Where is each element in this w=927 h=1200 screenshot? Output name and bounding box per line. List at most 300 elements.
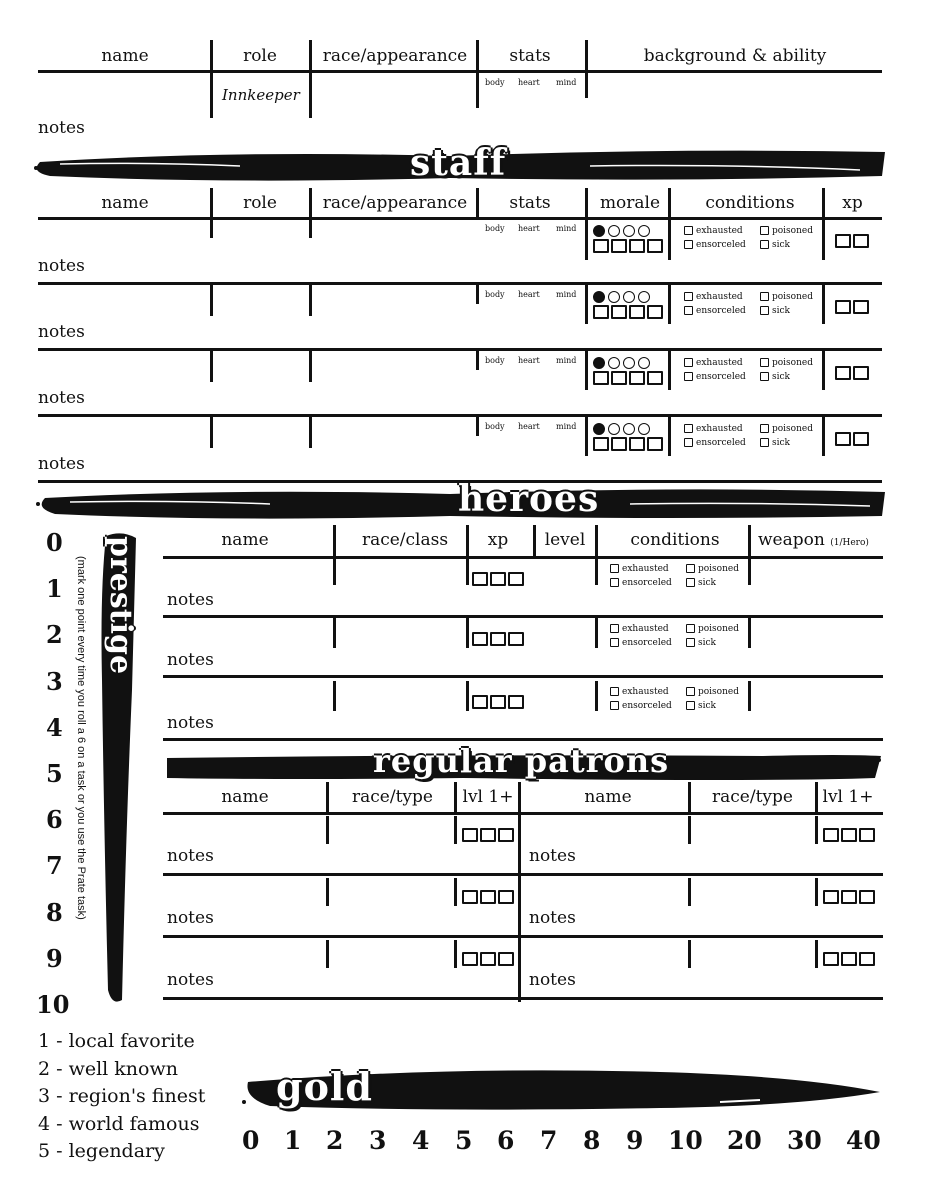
condition-ensorceled[interactable]: [684, 304, 760, 318]
condition-ensorceled[interactable]: [684, 370, 760, 384]
checkbox[interactable]: [611, 437, 627, 451]
checkbox[interactable]: [859, 952, 875, 966]
column-divider: [668, 416, 671, 456]
stat-body: body: [485, 290, 505, 299]
column-divider: [454, 940, 457, 968]
checkbox[interactable]: [480, 890, 496, 904]
condition-label: poisoned: [698, 624, 739, 634]
condition-label: exhausted: [696, 424, 743, 434]
patron-notes-label-left: notes: [167, 970, 214, 990]
checkbox[interactable]: [684, 226, 693, 235]
checkbox[interactable]: [610, 624, 619, 633]
gold-value[interactable]: 0: [242, 1126, 260, 1155]
checkbox[interactable]: [853, 366, 869, 380]
heroes-header-conditions: conditions: [630, 530, 720, 550]
heroes-title: heroes: [458, 478, 600, 520]
morale-track[interactable]: [593, 354, 668, 385]
heroes-header-level: level: [544, 530, 586, 550]
condition-sick[interactable]: [686, 636, 746, 650]
owner-header-background: background & ability: [643, 46, 827, 66]
checkbox[interactable]: [498, 828, 514, 842]
row-divider: [163, 675, 883, 678]
condition-ensorceled[interactable]: [610, 636, 686, 650]
checkbox[interactable]: [472, 632, 488, 646]
condition-label: ensorceled: [696, 372, 746, 382]
condition-label: sick: [698, 638, 716, 648]
condition-sick[interactable]: [760, 370, 820, 384]
checkbox[interactable]: [684, 424, 693, 433]
condition-label: sick: [772, 372, 790, 382]
checkbox[interactable]: [760, 438, 769, 447]
stat-body: body: [485, 422, 505, 431]
checkbox[interactable]: [760, 306, 769, 315]
checkbox[interactable]: [686, 624, 695, 633]
condition-exhausted[interactable]: [684, 356, 760, 370]
conditions-row: [684, 290, 820, 304]
conditions-row: [610, 576, 746, 590]
gold-value[interactable]: 40: [846, 1126, 881, 1155]
column-divider: [668, 350, 671, 390]
checkbox[interactable]: [684, 438, 693, 447]
morale-boxes: [593, 433, 665, 452]
checkbox[interactable]: [853, 234, 869, 248]
checkbox[interactable]: [823, 828, 839, 842]
condition-label: sick: [698, 578, 716, 588]
patron-lvl-boxes-left: [462, 824, 516, 843]
row-divider: [38, 348, 882, 351]
checkbox[interactable]: [462, 952, 478, 966]
prestige-point[interactable]: 8: [46, 897, 63, 927]
conditions-checklist: [684, 290, 820, 318]
checkbox[interactable]: [841, 952, 857, 966]
heroes-header-xp: xp: [487, 530, 509, 550]
lvl-checkbox-group: [462, 824, 516, 843]
checkbox[interactable]: [760, 372, 769, 381]
checkbox[interactable]: [593, 437, 609, 451]
condition-exhausted[interactable]: [684, 224, 760, 238]
checkbox[interactable]: [835, 234, 851, 248]
checkbox[interactable]: [647, 305, 663, 319]
column-divider: [585, 350, 588, 390]
checkbox[interactable]: [611, 305, 627, 319]
checkbox[interactable]: [760, 292, 769, 301]
morale-boxes: [593, 301, 665, 320]
checkbox[interactable]: [490, 632, 506, 646]
morale-boxes: [593, 367, 665, 386]
stat-mind: mind: [556, 356, 577, 365]
checkbox[interactable]: [859, 828, 875, 842]
condition-poisoned[interactable]: [686, 622, 746, 636]
patrons-banner: [163, 742, 885, 788]
condition-label: ensorceled: [622, 701, 672, 711]
checkbox[interactable]: [610, 564, 619, 573]
checkbox[interactable]: [593, 305, 609, 319]
conditions-row: [684, 436, 820, 450]
row-divider: [163, 615, 883, 618]
condition-ensorceled[interactable]: [684, 238, 760, 252]
checkbox[interactable]: [684, 292, 693, 301]
conditions-checklist: [610, 562, 746, 590]
checkbox[interactable]: [611, 239, 627, 253]
stat-mind: mind: [556, 422, 577, 431]
column-divider: [815, 816, 818, 844]
condition-poisoned[interactable]: [760, 356, 820, 370]
xp-boxes: [835, 296, 871, 315]
condition-sick[interactable]: [760, 304, 820, 318]
owner-header-race: race/appearance: [322, 46, 468, 66]
xp-boxes: [835, 428, 871, 447]
checkbox[interactable]: [472, 695, 488, 709]
prestige-point[interactable]: 5: [46, 759, 63, 788]
column-divider: [476, 284, 479, 304]
staff-header-stats: stats: [509, 193, 551, 213]
stat-mind: mind: [556, 224, 577, 233]
conditions-row: [610, 622, 746, 636]
column-divider: [476, 416, 479, 436]
heroes-weapon-label: weapon: [758, 530, 825, 550]
condition-sick[interactable]: [760, 238, 820, 252]
checkbox[interactable]: [835, 432, 851, 446]
checkbox[interactable]: [462, 890, 478, 904]
column-divider: [326, 816, 329, 844]
condition-label: poisoned: [772, 424, 813, 434]
xp-checkbox-group: [835, 362, 871, 381]
gold-title: gold: [276, 1064, 373, 1109]
prestige-level: 3 - region's finest: [38, 1085, 206, 1107]
lvl-checkbox-group: [462, 948, 516, 967]
gold-value[interactable]: 30: [787, 1126, 822, 1155]
staff-header-morale: morale: [599, 193, 661, 213]
prestige-point[interactable]: 0: [46, 528, 63, 557]
condition-poisoned[interactable]: [686, 685, 746, 699]
patrons-title: regular patrons: [373, 742, 670, 780]
checkbox[interactable]: [686, 578, 695, 587]
prestige-level: 1 - local favorite: [38, 1030, 195, 1052]
row-divider: [38, 414, 882, 417]
stat-body: body: [485, 356, 505, 365]
column-divider: [595, 618, 598, 648]
condition-label: ensorceled: [696, 240, 746, 250]
condition-label: poisoned: [698, 687, 739, 697]
row-divider: [163, 997, 883, 1000]
condition-sick[interactable]: [686, 699, 746, 713]
lvl-checkbox-group: [462, 886, 516, 905]
checkbox[interactable]: [684, 306, 693, 315]
xp-boxes: [835, 362, 871, 381]
patron-lvl-boxes-right: [823, 886, 877, 905]
stat-heart: heart: [518, 356, 540, 365]
checkbox[interactable]: [835, 366, 851, 380]
conditions-checklist: [610, 685, 746, 713]
checkbox[interactable]: [760, 240, 769, 249]
checkbox[interactable]: [508, 695, 524, 709]
xp-checkbox-group: [472, 691, 526, 710]
checkbox[interactable]: [835, 300, 851, 314]
prestige-point[interactable]: 9: [46, 943, 63, 973]
gold-value[interactable]: 8: [583, 1126, 601, 1155]
staff-notes-label: notes: [38, 322, 85, 342]
column-divider: [210, 350, 213, 382]
checkbox[interactable]: [508, 572, 524, 586]
prestige-point[interactable]: 10: [36, 990, 70, 1019]
row-divider: [163, 873, 883, 876]
conditions-checklist: [684, 422, 820, 450]
column-divider: [309, 416, 312, 448]
conditions-checklist: [684, 356, 820, 384]
checkbox[interactable]: [593, 239, 609, 253]
checkbox[interactable]: [472, 572, 488, 586]
xp-checkbox-group: [472, 628, 526, 647]
checkbox[interactable]: [853, 300, 869, 314]
column-divider: [585, 284, 588, 324]
checkbox[interactable]: [629, 371, 645, 385]
checkbox[interactable]: [629, 239, 645, 253]
condition-label: poisoned: [698, 564, 739, 574]
morale-boxes: [593, 235, 665, 254]
lvl-checkbox-group: [823, 824, 877, 843]
prestige-point[interactable]: 1: [46, 574, 63, 604]
checkbox[interactable]: [480, 952, 496, 966]
staff-notes-label: notes: [38, 256, 85, 276]
checkbox[interactable]: [841, 890, 857, 904]
column-divider: [466, 618, 469, 648]
patrons-header-lvl-left: lvl 1+: [462, 787, 514, 807]
column-divider: [454, 816, 457, 844]
owner-stat-mind: mind: [556, 78, 577, 87]
patron-lvl-boxes-right: [823, 948, 877, 967]
checkbox[interactable]: [480, 828, 496, 842]
condition-label: exhausted: [696, 292, 743, 302]
column-divider: [326, 878, 329, 906]
staff-title: staff: [410, 142, 507, 184]
condition-exhausted[interactable]: [610, 685, 686, 699]
condition-poisoned[interactable]: [760, 290, 820, 304]
column-divider: [748, 618, 751, 648]
column-divider: [326, 940, 329, 968]
stat-body: body: [485, 224, 505, 233]
condition-ensorceled[interactable]: [610, 576, 686, 590]
xp-boxes: [835, 230, 871, 249]
column-divider: [210, 284, 213, 316]
patron-lvl-boxes-right: [823, 824, 877, 843]
column-divider: [668, 284, 671, 324]
owner-notes-label: notes: [38, 118, 85, 138]
gold-value[interactable]: 1: [284, 1126, 302, 1155]
heroes-weapon-note: (1/Hero): [830, 538, 869, 548]
checkbox[interactable]: [647, 239, 663, 253]
stat-heart: heart: [518, 224, 540, 233]
condition-label: exhausted: [622, 564, 669, 574]
conditions-checklist: [610, 622, 746, 650]
condition-poisoned[interactable]: [760, 224, 820, 238]
staff-header-race: race/appearance: [322, 193, 468, 213]
checkbox[interactable]: [686, 638, 695, 647]
hero-notes-label: notes: [167, 590, 214, 610]
checkbox[interactable]: [610, 687, 619, 696]
stat-mind: mind: [556, 290, 577, 299]
checkbox[interactable]: [498, 890, 514, 904]
xp-checkbox-group: [835, 428, 871, 447]
checkbox[interactable]: [823, 952, 839, 966]
owner-role-value[interactable]: Innkeeper: [222, 86, 300, 104]
checkbox[interactable]: [859, 890, 875, 904]
xp-checkbox-group: [472, 568, 526, 587]
checkbox[interactable]: [684, 372, 693, 381]
patrons-header-name-right: name: [584, 787, 632, 807]
xp-checkbox-group: [835, 296, 871, 315]
checkbox[interactable]: [610, 701, 619, 710]
staff-header-name: name: [101, 193, 149, 213]
prestige-point[interactable]: 2: [46, 620, 63, 650]
checkbox[interactable]: [684, 240, 693, 249]
checkbox[interactable]: [498, 952, 514, 966]
checkbox[interactable]: [760, 226, 769, 235]
checkbox[interactable]: [760, 358, 769, 367]
column-divider: [333, 618, 336, 648]
gold-banner: [240, 1062, 890, 1122]
condition-ensorceled[interactable]: [684, 436, 760, 450]
column-divider: [815, 878, 818, 906]
checkbox[interactable]: [610, 638, 619, 647]
heroes-header-weapon: [758, 530, 888, 550]
patron-notes-label-right: notes: [529, 970, 576, 990]
prestige-point[interactable]: 4: [46, 712, 63, 742]
checkbox[interactable]: [760, 424, 769, 433]
condition-exhausted[interactable]: [610, 562, 686, 576]
patrons-header-race-right: race/type: [712, 787, 793, 807]
condition-label: sick: [772, 240, 790, 250]
condition-label: sick: [772, 306, 790, 316]
checkbox[interactable]: [686, 687, 695, 696]
lvl-checkbox-group: [823, 886, 877, 905]
conditions-row: [684, 304, 820, 318]
checkbox[interactable]: [508, 632, 524, 646]
gold-value[interactable]: 3: [369, 1126, 387, 1155]
condition-label: poisoned: [772, 226, 813, 236]
row-divider: [163, 738, 883, 741]
condition-exhausted[interactable]: [610, 622, 686, 636]
hero-xp-boxes: [472, 628, 526, 647]
checkbox[interactable]: [490, 695, 506, 709]
morale-track[interactable]: [593, 288, 668, 319]
condition-ensorceled[interactable]: [610, 699, 686, 713]
conditions-row: [684, 224, 820, 238]
conditions-row: [610, 699, 746, 713]
condition-sick[interactable]: [686, 576, 746, 590]
checkbox[interactable]: [841, 828, 857, 842]
checkbox[interactable]: [629, 305, 645, 319]
morale-track[interactable]: [593, 420, 668, 451]
condition-exhausted[interactable]: [684, 422, 760, 436]
staff-banner: [30, 142, 890, 190]
conditions-row: [684, 370, 820, 384]
gold-value[interactable]: 5: [455, 1126, 473, 1155]
stat-heart: heart: [518, 422, 540, 431]
prestige-level: 4 - world famous: [38, 1112, 200, 1135]
gold-value[interactable]: 20: [727, 1126, 762, 1155]
hero-notes-label: notes: [167, 713, 214, 733]
lvl-checkbox-group: [823, 948, 877, 967]
condition-label: exhausted: [622, 687, 669, 697]
condition-label: exhausted: [696, 226, 743, 236]
checkbox[interactable]: [629, 437, 645, 451]
gold-value[interactable]: 10: [668, 1126, 703, 1155]
gold-value[interactable]: 2: [326, 1126, 344, 1155]
conditions-row: [610, 562, 746, 576]
column-divider: [309, 350, 312, 382]
checkbox[interactable]: [593, 371, 609, 385]
conditions-row: [610, 636, 746, 650]
row-divider: [38, 282, 882, 285]
checkbox[interactable]: [686, 564, 695, 573]
condition-exhausted[interactable]: [684, 290, 760, 304]
condition-sick[interactable]: [760, 436, 820, 450]
patron-notes-label-right: notes: [529, 908, 576, 928]
column-divider: [822, 416, 825, 456]
column-divider: [815, 940, 818, 968]
checkbox[interactable]: [462, 828, 478, 842]
checkbox[interactable]: [684, 358, 693, 367]
owner-header-role: role: [243, 46, 277, 66]
stat-heart: heart: [518, 290, 540, 299]
prestige-point[interactable]: 3: [46, 666, 63, 696]
prestige-point[interactable]: 7: [46, 851, 63, 881]
column-divider: [454, 878, 457, 906]
column-divider: [595, 681, 598, 711]
column-divider: [309, 284, 312, 316]
patron-notes-label-right: notes: [529, 846, 576, 866]
patron-lvl-boxes-left: [462, 948, 516, 967]
checkbox[interactable]: [610, 578, 619, 587]
checkbox[interactable]: [647, 371, 663, 385]
staff-notes-label: notes: [38, 388, 85, 408]
condition-label: sick: [772, 438, 790, 448]
checkbox[interactable]: [686, 701, 695, 710]
patron-notes-label-left: notes: [167, 908, 214, 928]
owner-stat-heart: heart: [518, 78, 540, 87]
patron-notes-label-left: notes: [167, 846, 214, 866]
prestige-instruction: (mark one point every time you roll a 6 on a task or you use the Prate task): [75, 556, 87, 920]
prestige-point[interactable]: 6: [46, 805, 63, 835]
checkbox[interactable]: [490, 572, 506, 586]
checkbox[interactable]: [647, 437, 663, 451]
patrons-header-lvl-right: lvl 1+: [822, 787, 874, 807]
column-divider: [476, 350, 479, 370]
heroes-header-race: race/class: [361, 530, 449, 550]
hero-xp-boxes: [472, 568, 526, 587]
owner-header-name: name: [101, 46, 149, 66]
staff-header-conditions: conditions: [705, 193, 795, 213]
staff-header-role: role: [243, 193, 277, 213]
gold-value[interactable]: 7: [540, 1126, 558, 1155]
checkbox[interactable]: [823, 890, 839, 904]
staff-notes-label: notes: [38, 454, 85, 474]
condition-label: poisoned: [772, 358, 813, 368]
column-divider: [466, 681, 469, 711]
condition-poisoned[interactable]: [686, 562, 746, 576]
patrons-header-race-left: race/type: [352, 787, 433, 807]
hero-xp-boxes: [472, 691, 526, 710]
checkbox[interactable]: [611, 371, 627, 385]
xp-checkbox-group: [835, 230, 871, 249]
conditions-row: [684, 238, 820, 252]
condition-poisoned[interactable]: [760, 422, 820, 436]
gold-value[interactable]: 6: [497, 1126, 515, 1155]
gold-value[interactable]: 9: [626, 1126, 644, 1155]
checkbox[interactable]: [853, 432, 869, 446]
gold-value[interactable]: 4: [412, 1126, 430, 1155]
morale-track[interactable]: [593, 222, 668, 253]
